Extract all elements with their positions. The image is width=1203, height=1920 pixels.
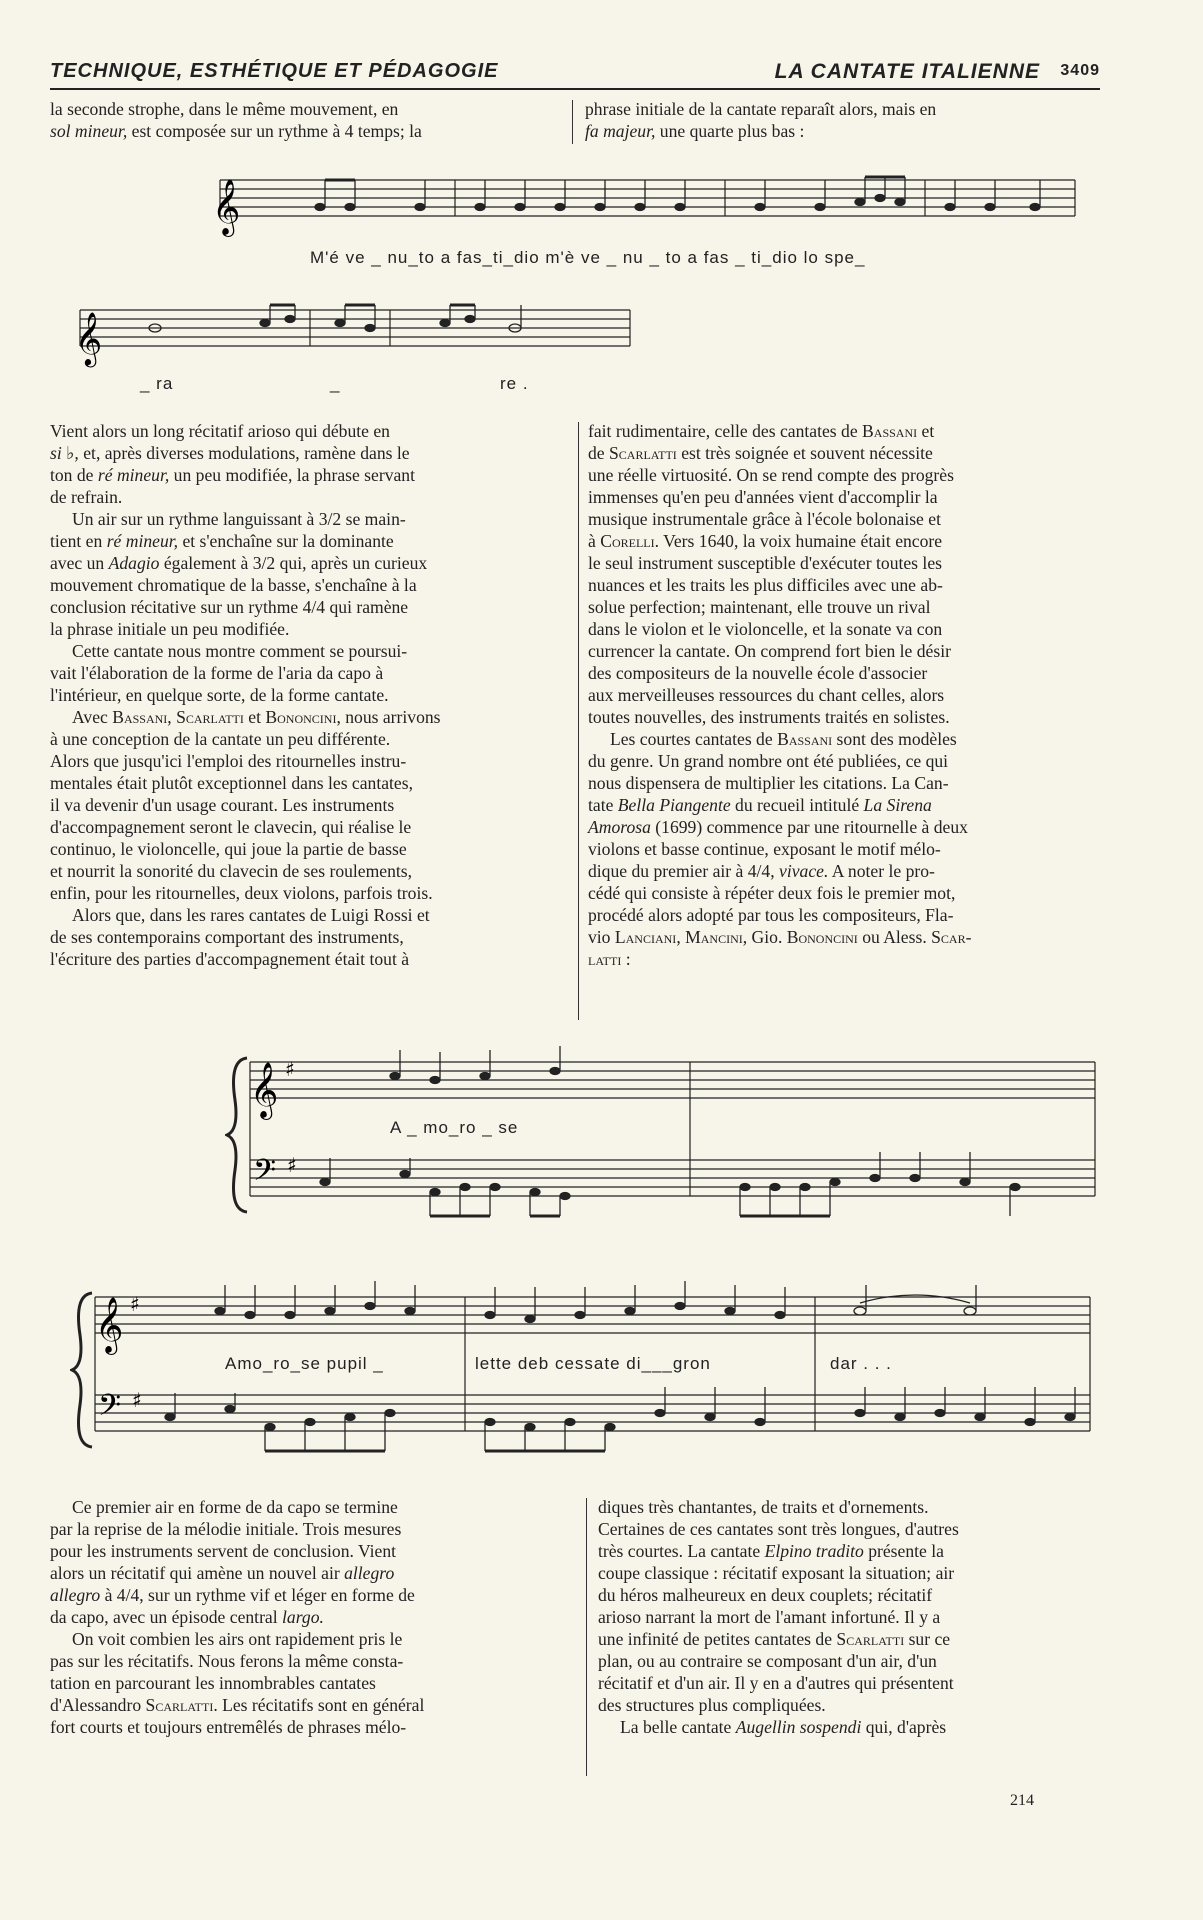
text-line: le seul instrument susceptible d'exécuter toutes les <box>588 553 942 573</box>
text-line: des structures plus compliquées. <box>598 1695 826 1715</box>
composer-name: Bassani <box>777 729 833 749</box>
text-line: immenses qu'en peu d'années vient d'accomplir la <box>588 487 938 507</box>
text-line: plan, ou au contraire se composant d'un air, d'un <box>598 1651 937 1671</box>
text-line: du recueil intitulé <box>730 795 864 815</box>
text-italic: La Sirena <box>863 795 932 815</box>
text-line: et, après diverses modulations, ramène dans le <box>78 443 410 463</box>
text-line: Alors que, dans les rares cantates de Luigi Rossi et <box>72 905 430 925</box>
text-line: fait rudimentaire, celle des cantates de <box>588 421 863 441</box>
text-line: Un air sur un rythme languissant à 3/2 se main- <box>72 509 406 529</box>
text-line: à <box>588 531 601 551</box>
text-line: mouvement chromatique de la basse, s'enchaîne à la <box>50 575 417 595</box>
running-header <box>50 58 1100 90</box>
text-italic: Amorosa <box>588 817 651 837</box>
treble-clef-icon: 𝄞 <box>75 311 103 365</box>
footer-page-number: 214 <box>1010 1792 1034 1809</box>
text-line: . Les récitatifs sont en général <box>213 1695 425 1715</box>
music-staff-1 <box>200 165 1090 245</box>
music3-lyrics-m3: dar . . . <box>830 1354 892 1373</box>
text-italic: ré mineur, <box>97 465 170 485</box>
column-divider <box>586 1498 587 1776</box>
text-italic: ré mineur, <box>106 531 179 551</box>
text-line: dans le violon et le violoncelle, et la sonate va con <box>588 619 943 639</box>
text-line: Alors que jusqu'ici l'emploi des ritournelles instru- <box>50 751 407 771</box>
text-line: ou Aless. <box>857 927 932 947</box>
text-italic: Adagio <box>108 553 160 573</box>
treble-clef-icon: 𝄞 <box>250 1062 279 1118</box>
text-line: et <box>243 707 266 727</box>
composer-name: Scarlatti <box>176 707 244 727</box>
text-line: mentales était plutôt exceptionnel dans les cantates, <box>50 773 413 793</box>
text-italic: Augellin sospendi <box>735 1717 862 1737</box>
sharp-icon: ♯ <box>130 1292 140 1316</box>
text-line: phrase initiale de la cantate reparaît alors, mais en <box>585 99 937 119</box>
text-italic: Bella Piangente <box>617 795 731 815</box>
text-italic: vivace. <box>779 861 829 881</box>
text-line: (1699) commence par une ritournelle à deux <box>650 817 968 837</box>
sharp-icon: ♯ <box>132 1388 142 1412</box>
music1-lyrics-line1: M'é ve _ nu_to a fas_ti_dio m'è ve _ nu _ to a fas _ ti_dio lo spe_ <box>310 248 866 267</box>
composer-name: Mancini <box>685 927 743 947</box>
text-line: la seconde strophe, dans le même mouvement, en <box>50 99 399 119</box>
text-line: cédé qui consiste à répéter deux fois le premier mot, <box>588 883 956 903</box>
text-italic: sol mineur, <box>50 121 128 141</box>
top-right-paragraph <box>585 98 1095 142</box>
text-line: qui, d'après <box>861 1717 947 1737</box>
text-italic: Elpino tradito <box>764 1541 864 1561</box>
text-line: et <box>917 421 935 441</box>
text-line: arioso narrant la mort de l'amant infortuné. Il y a <box>598 1607 941 1627</box>
text-line: Les courtes cantates de <box>610 729 778 749</box>
text-line: vait l'élaboration de la forme de l'aria da capo à <box>50 663 384 683</box>
text-italic: allegro <box>344 1563 395 1583</box>
music3-lyrics-m2: lette deb cessate di___gron <box>475 1354 711 1373</box>
text-line: solue perfection; maintenant, elle trouve un rival <box>588 597 931 617</box>
column-divider <box>572 100 573 144</box>
text-line: très courtes. La cantate <box>598 1541 765 1561</box>
music-notes-1 <box>315 177 1040 211</box>
text-line: violons et basse continue, exposant le motif mélo- <box>588 839 941 859</box>
text-line: nous dispensera de multiplier les citations. La Can- <box>588 773 949 793</box>
bottom-left-column <box>50 1496 574 1738</box>
text-line: à 4/4, sur un rythme vif et léger en forme de <box>100 1585 415 1605</box>
text-line: dique du premier air à 4/4, <box>588 861 780 881</box>
composer-name: Scar- <box>931 927 972 947</box>
text-line: et s'enchaîne sur la dominante <box>178 531 394 551</box>
music1-lyrics-ra: _ ra <box>140 374 174 393</box>
text-line: présente la <box>863 1541 944 1561</box>
text-line: Certaines de ces cantates sont très longues, d'autres <box>598 1519 959 1539</box>
text-line: nuances et les traits les plus difficiles avec une ab- <box>588 575 943 595</box>
text-line: est composée sur un rythme à 4 temps; la <box>127 121 422 141</box>
text-line: d'accompagnement seront le clavecin, qui réalise le <box>50 817 412 837</box>
middle-right-column <box>588 420 1106 970</box>
composer-name: Scarlatti <box>836 1629 905 1649</box>
text-line: tient en <box>50 531 107 551</box>
text-line: ton de <box>50 465 98 485</box>
text-line: sont des modèles <box>832 729 957 749</box>
middle-left-column <box>50 420 566 970</box>
composer-name: Bononcini <box>786 927 858 947</box>
header-right-title: LA CANTATE ITALIENNE <box>774 60 1040 83</box>
text-line: Ce premier air en forme de da capo se termine <box>72 1497 398 1517</box>
text-line: , nous arrivons <box>336 707 441 727</box>
text-line: fort courts et toujours entremêlés de phrases mélo- <box>50 1717 407 1737</box>
text-line: vio <box>588 927 615 947</box>
text-line: currencer la cantate. On comprend fort bien le désir <box>588 641 951 661</box>
text-line: coupe classique : récitatif exposant la situation; air <box>598 1563 955 1583</box>
music2-lyrics: A _ mo_ro _ se <box>390 1118 519 1137</box>
text-line: une réelle virtuosité. On se rend compte des progrès <box>588 465 954 485</box>
text-line: une infinité de petites cantates de <box>598 1629 837 1649</box>
composer-name: latti <box>588 949 622 969</box>
composer-name: Scarlatti <box>609 443 677 463</box>
text-line: La belle cantate <box>620 1717 736 1737</box>
text-line: à une conception de la cantate un peu différente. <box>50 729 391 749</box>
text-line: et nourrit la sonorité du clavecin de ses roulements, <box>50 861 413 881</box>
text-line: aux merveilleuses ressources du chant celles, alors <box>588 685 945 705</box>
text-line: enfin, pour les ritournelles, deux violons, parfois trois. <box>50 883 433 903</box>
text-line: pour les instruments servent de conclusion. Vient <box>50 1541 397 1561</box>
text-line: avec un <box>50 553 109 573</box>
text-line: On voit combien les airs ont rapidement pris le <box>72 1629 403 1649</box>
music-staff-1b <box>75 300 635 370</box>
music1-lyrics-re: re . <box>500 374 529 393</box>
text-line: récitatif et d'un air. Il y en a d'autres qui présentent <box>598 1673 954 1693</box>
text-line: A noter le pro- <box>828 861 935 881</box>
text-line: tate <box>588 795 618 815</box>
text-line: la phrase initiale un peu modifiée. <box>50 619 290 639</box>
text-line: toutes nouvelles, des instruments traités en solistes. <box>588 707 950 727</box>
text-line: alors un récitatif qui amène un nouvel air <box>50 1563 345 1583</box>
text-line: , <box>676 927 686 947</box>
bottom-right-column <box>598 1496 1110 1738</box>
bass-clef-icon: 𝄢 <box>98 1389 122 1430</box>
treble-clef-icon: 𝄞 <box>95 1297 124 1353</box>
music3-lyrics-m1: Amo_ro_se pupil _ <box>225 1354 384 1373</box>
text-line: Avec <box>72 707 113 727</box>
header-left-title: TECHNIQUE, ESTHÉTIQUE ET PÉDAGOGIE <box>50 60 499 82</box>
text-line: . Vers 1640, la voix humaine était encore <box>654 531 943 551</box>
text-line: également à 3/2 qui, après un curieux <box>159 553 428 573</box>
text-line: l'écriture des parties d'accompagnement était tout à <box>50 949 410 969</box>
text-line: procédé alors adopté par tous les compositeurs, Fla- <box>588 905 954 925</box>
text-line: continuo, le violoncelle, qui joue la partie de basse <box>50 839 407 859</box>
composer-name: Corelli <box>600 531 655 551</box>
composer-name: Bassani <box>112 707 168 727</box>
text-line: conclusion récitative sur un rythme 4/4 qui ramène <box>50 597 409 617</box>
text-line: Vient alors un long récitatif arioso qui débute en <box>50 421 390 441</box>
bass-clef-icon: 𝄢 <box>253 1154 277 1195</box>
text-italic: largo. <box>282 1607 324 1627</box>
composer-name: Scarlatti <box>145 1695 214 1715</box>
composer-name: Lanciani <box>614 927 677 947</box>
text-line: Cette cantate nous montre comment se poursui- <box>72 641 408 661</box>
header-page-number: 3409 <box>1060 62 1100 79</box>
text-line: pas sur les récitatifs. Nous ferons la même consta- <box>50 1651 404 1671</box>
text-italic: allegro <box>50 1585 101 1605</box>
top-left-paragraph <box>50 98 558 142</box>
brace-icon <box>227 1058 247 1212</box>
text-line: musique instrumentale grâce à l'école bolonaise et <box>588 509 941 529</box>
text-line: par la reprise de la mélodie initiale. Trois mesures <box>50 1519 402 1539</box>
text-line: du héros malheureux en deux couplets; récitatif <box>598 1585 933 1605</box>
sharp-icon: ♯ <box>285 1057 295 1081</box>
treble-clef-icon: 𝄞 <box>212 179 241 235</box>
text-line: : <box>621 949 631 969</box>
sharp-icon: ♯ <box>287 1153 297 1177</box>
text-line: sur ce <box>904 1629 951 1649</box>
text-line: des compositeurs de la nouvelle école d'associer <box>588 663 928 683</box>
text-line: une quarte plus bas : <box>655 121 805 141</box>
text-line: tation en parcourant les innombrables cantates <box>50 1673 376 1693</box>
music1-lyrics-dash: _ <box>330 374 341 393</box>
text-line: l'intérieur, en quelque sorte, de la forme cantate. <box>50 685 389 705</box>
text-line: il va devenir d'un usage courant. Les instruments <box>50 795 395 815</box>
text-italic: si ♭, <box>50 443 79 463</box>
text-line: d'Alessandro <box>50 1695 146 1715</box>
text-line: de <box>588 443 610 463</box>
text-line: diques très chantantes, de traits et d'ornements. <box>598 1497 929 1517</box>
text-italic: fa majeur, <box>585 121 656 141</box>
text-line: , Gio. <box>742 927 787 947</box>
text-line: un peu modifiée, la phrase servant <box>169 465 415 485</box>
brace-icon <box>72 1293 92 1447</box>
text-line: est très soignée et souvent nécessite <box>676 443 933 463</box>
text-line: , <box>167 707 177 727</box>
text-line: de ses contemporains comportant des instruments, <box>50 927 404 947</box>
composer-name: Bononcini <box>265 707 337 727</box>
text-line: da capo, avec un épisode central <box>50 1607 283 1627</box>
music-system-2 <box>225 1040 1105 1230</box>
column-divider <box>578 422 579 1020</box>
text-line: de refrain. <box>50 487 123 507</box>
composer-name: Bassani <box>862 421 918 441</box>
text-line: du genre. Un grand nombre ont été publiées, ce qui <box>588 751 949 771</box>
